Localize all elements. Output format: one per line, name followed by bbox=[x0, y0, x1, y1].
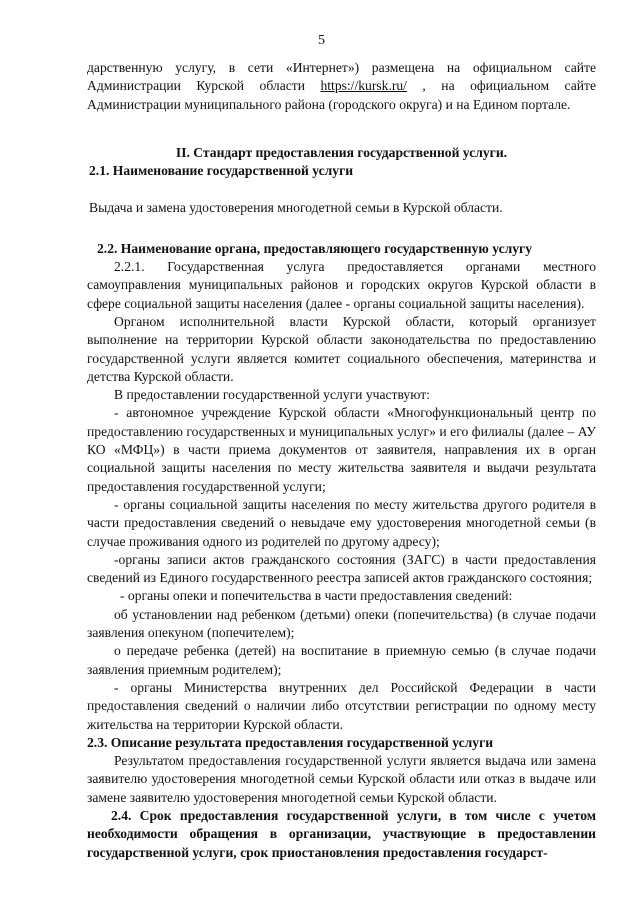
paragraph-participants-intro: В предоставлении государственной услуги участвуют: bbox=[114, 387, 430, 403]
heading-2-4: 2.4. Срок предоставления государственной услуги, в том числе с учетом необходимости обращения в организации, участвующие в предоставлении государственной услуги, срок приостановления предоставления государст- bbox=[87, 807, 596, 860]
list-item-guardianship: - органы опеки и попечительства в части предоставления сведений: bbox=[120, 588, 513, 604]
heading-2-3: 2.3. Описание результата предоставления государственной услуги bbox=[87, 734, 494, 750]
intro-paragraph bbox=[87, 59, 596, 114]
paragraph-result: Результатом предоставления государственной услуги является выдача или замена заявителю удостоверения многодетной семьи Курской области или отказ в выдаче или замене заявителю удостоверения многодетной семьи Курской области. bbox=[87, 753, 596, 805]
list-item-zags: -органы записи актов гражданского состояния (ЗАГС) в части предоставления сведений из Единого государственного реестра записей актов гражданского состояния; bbox=[87, 551, 596, 586]
service-name-paragraph: Выдача и замена удостоверения многодетной семьи в Курской области. bbox=[89, 200, 503, 216]
heading-2-2: 2.2. Наименование органа, предоставляющего государственную услугу bbox=[97, 240, 533, 256]
list-item-social-protection: - органы социальной защиты населения по месту жительства другого родителя в части предоставления сведений о невыдаче ему удостоверения многодетной семьи (в случае проживания одного из родителей по другому адресу); bbox=[87, 496, 596, 549]
list-item-mfc: - автономное учреждение Курской области «Многофункциональный центр по предоставлению государственных и муниципальных услуг» и его филиалы (далее – АУ КО «МФЦ») в части приема документов от заявителя, направления их в орган социальной защиты населения по месту жительства заявителя и выдачи результата предоставления государственной услуги; bbox=[87, 405, 596, 494]
intro-text-end: , на официальном сайте Администрации муниципального района (городского округа) и на Едином портале. bbox=[87, 78, 597, 112]
paragraph-executive-body: Органом исполнительной власти Курской области, который организует выполнение на территории Курской области законодательства по предоставлению государственной услуги является комитет социального обеспечения, материнства и детства Курской области. bbox=[87, 313, 596, 384]
sub-item-foster-family: о передаче ребенка (детей) на воспитание в приемную семью (в случае подачи заявления приемным родителем); bbox=[87, 643, 596, 677]
list-item-interior-ministry: - органы Министерства внутренних дел Российской Федерации в части предоставления сведений о наличии либо отсутствии регистрации по одному месту жительства на территории Курской области. bbox=[87, 679, 596, 732]
kursk-site-link[interactable]: https://kursk.ru/ bbox=[320, 78, 407, 94]
section-heading-standard: II. Стандарт предоставления государственной услуги. bbox=[175, 144, 508, 160]
heading-2-1: 2.1. Наименование государственной услуги bbox=[89, 163, 354, 179]
paragraph-2-2-1: 2.2.1. Государственная услуга предоставляется органами местного самоуправления муниципальных районов и городских округов Курской области в сфере социальной защиты населения (далее - органы социальной защиты населения). bbox=[87, 259, 596, 311]
page-number: 5 bbox=[318, 33, 325, 48]
sub-item-guardianship-established: об установлении над ребенком (детьми) опеки (попечительства) (в случае подачи заявления опекуном (попечителем); bbox=[87, 606, 596, 641]
intro-text-start: дарственную услугу, в сети «Интернет») размещена на официальном сайте Администрации Курской области bbox=[87, 60, 596, 94]
